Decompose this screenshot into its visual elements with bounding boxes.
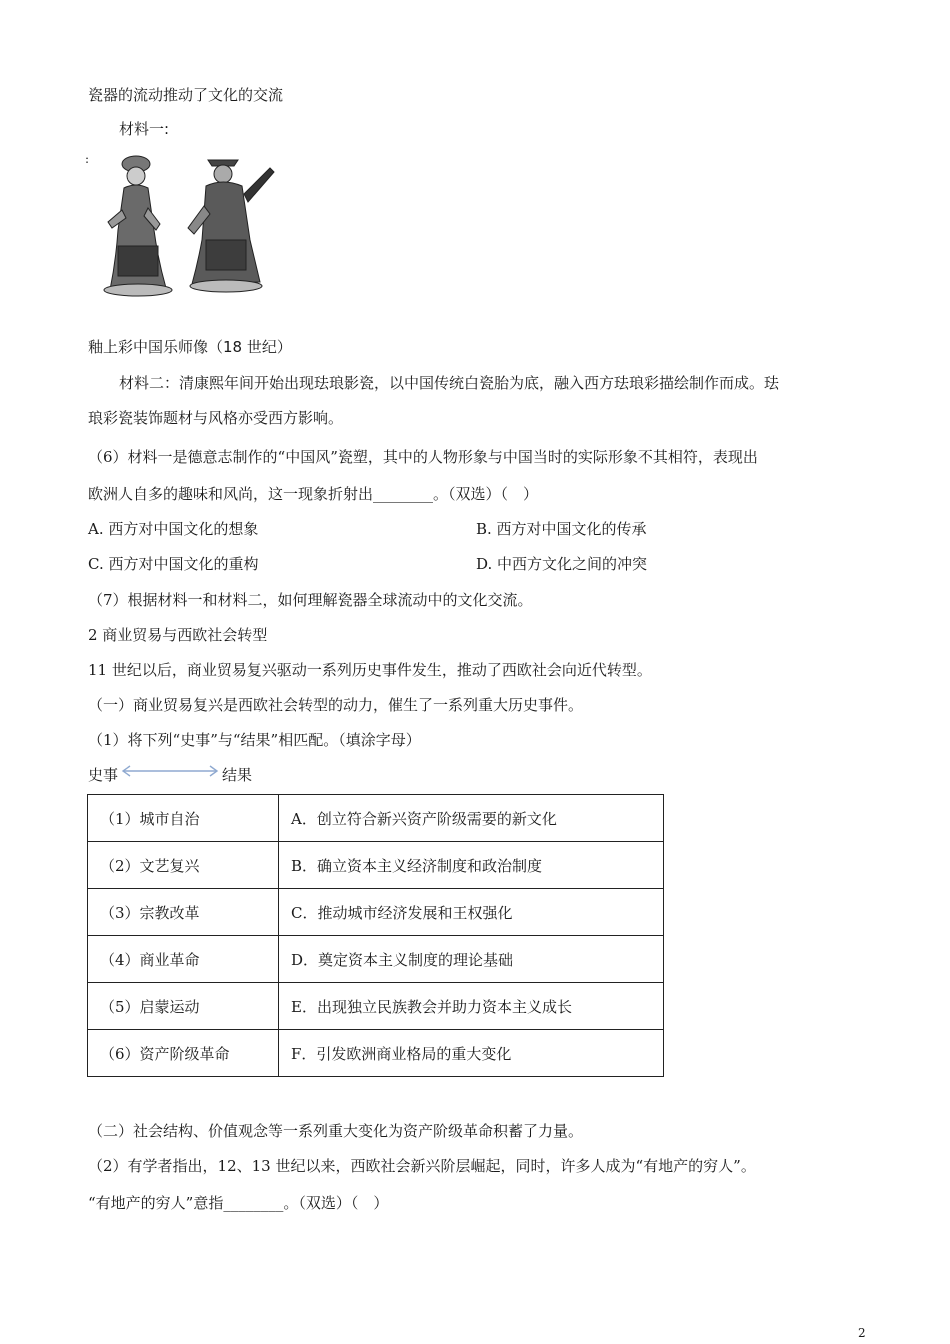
matching-table (87, 794, 664, 1077)
table-row (88, 842, 664, 889)
event-cell: （2）文艺复兴 (88, 842, 279, 889)
part2-title: （二）社会结构、价值观念等一系列重大变化为资产阶级革命积蓄了力量。 (88, 1122, 584, 1140)
figure-caption: 釉上彩中国乐师像（18 世纪） (88, 338, 292, 356)
page-number: 2 (858, 1326, 866, 1340)
event-cell: （6）资产阶级革命 (88, 1030, 279, 1077)
q1: （1）将下列“史事”与“结果”相匹配。（填涂字母） (88, 731, 421, 749)
porcelain-figure-left (104, 156, 172, 296)
result-cell: E．出现独立民族教会并助力资本主义成长 (279, 983, 664, 1030)
event-cell: （5）启蒙运动 (88, 983, 279, 1030)
part1-title: （一）商业贸易复兴是西欧社会转型的动力，催生了一系列重大历史事件。 (88, 696, 584, 714)
table-row (88, 983, 664, 1030)
table-row (88, 1030, 664, 1077)
q2-line1: （2）有学者指出，12、13 世纪以来，西欧社会新兴阶层崛起，同时，许多人成为“有地产的穷人”。 (88, 1157, 756, 1175)
result-cell: F．引发欧洲商业格局的重大变化 (279, 1030, 664, 1077)
stray-mark: : (85, 152, 90, 166)
q6-line2: 欧洲人自多的趣味和风尚，这一现象折射出________。（双选）（ ） (88, 485, 539, 503)
material-two-line2: 琅彩瓷装饰题材与风格亦受西方影响。 (88, 409, 344, 427)
porcelain-figure-right (188, 160, 274, 292)
intro-line: 瓷器的流动推动了文化的交流 (88, 86, 284, 104)
table-row (88, 795, 664, 842)
porcelain-figures-image (88, 150, 288, 300)
material-two-line1: 材料二：清康熙年间开始出现珐琅影瓷，以中国传统白瓷胎为底，融入西方珐琅彩描绘制作而成。珐 (119, 374, 780, 392)
match-left-label: 史事 (88, 766, 119, 784)
result-cell: D．奠定资本主义制度的理论基础 (279, 936, 664, 983)
q6-option-a: A. 西方对中国文化的想象 (88, 520, 259, 538)
q6-line1: （6）材料一是德意志制作的“中国风”瓷塑，其中的人物形象与中国当时的实际形象不其相符，表现出 (88, 448, 758, 466)
material-one-label: 材料一: (119, 120, 170, 138)
result-cell: A．创立符合新兴资产阶级需要的新文化 (279, 795, 664, 842)
q7: （7）根据材料一和材料二，如何理解瓷器全球流动中的文化交流。 (88, 591, 533, 609)
event-cell: （1）城市自治 (88, 795, 279, 842)
section2-intro: 11 世纪以后，商业贸易复兴驱动一系列历史事件发生，推动了西欧社会向近代转型。 (88, 661, 652, 679)
match-right-label: 结果 (222, 766, 253, 784)
event-cell: （4）商业革命 (88, 936, 279, 983)
table-row (88, 889, 664, 936)
double-arrow-icon (120, 764, 220, 778)
event-cell: （3）宗教改革 (88, 889, 279, 936)
result-cell: B．确立资本主义经济制度和政治制度 (279, 842, 664, 889)
q6-option-c: C. 西方对中国文化的重构 (88, 555, 259, 573)
q6-option-b: B. 西方对中国文化的传承 (476, 520, 647, 538)
table-row (88, 936, 664, 983)
q6-option-d: D. 中西方文化之间的冲突 (476, 555, 648, 573)
q2-line2: “有地产的穷人”意指________。（双选）（ ） (88, 1194, 389, 1212)
result-cell: C．推动城市经济发展和王权强化 (279, 889, 664, 936)
section2-title: 2 商业贸易与西欧社会转型 (88, 626, 268, 644)
